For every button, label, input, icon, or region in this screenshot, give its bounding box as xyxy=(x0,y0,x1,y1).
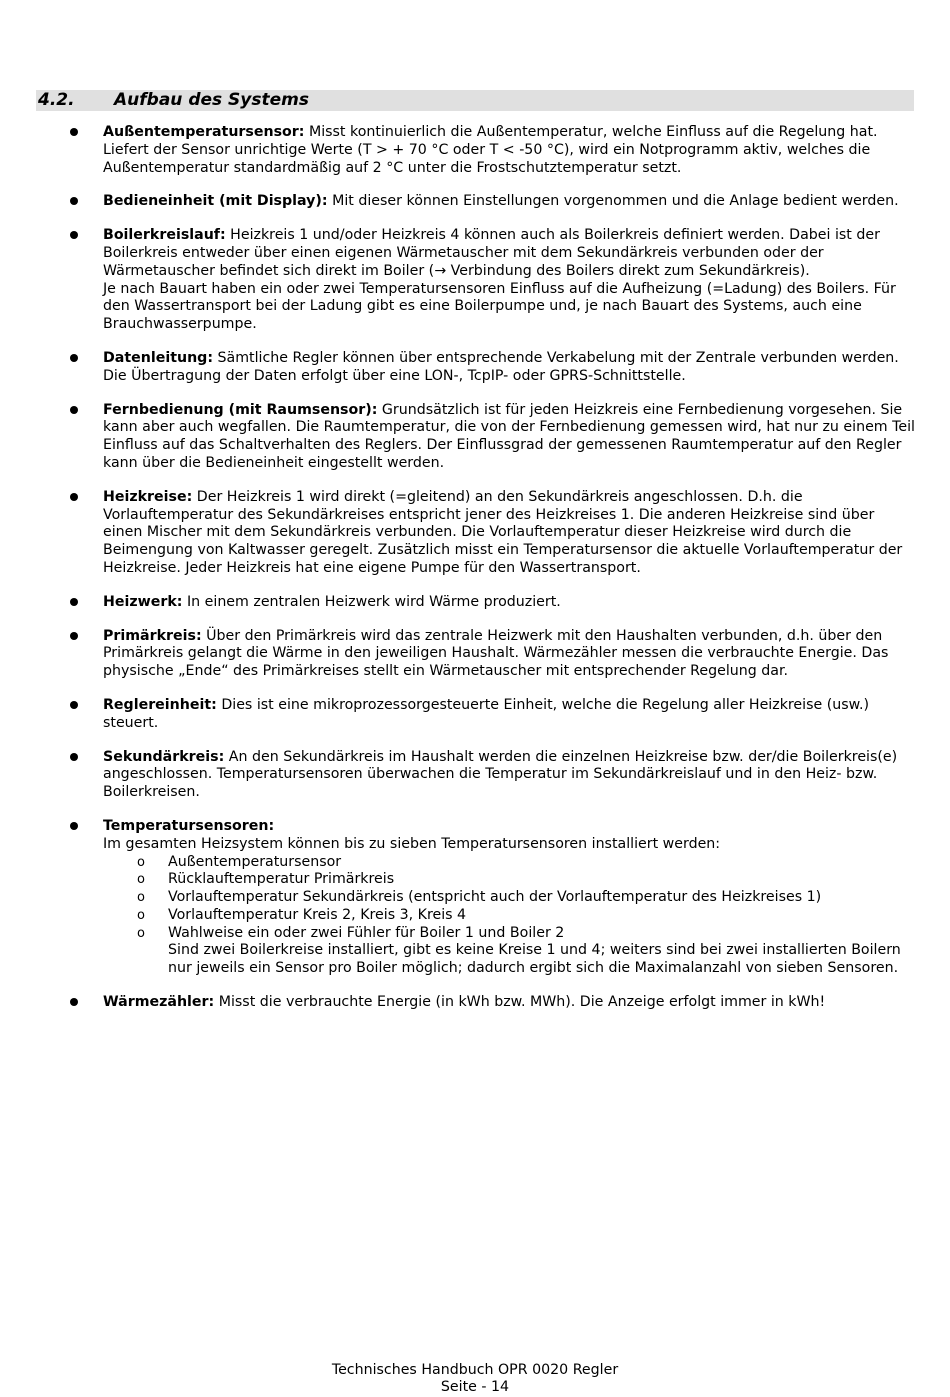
circle-bullet-icon: o xyxy=(137,925,145,941)
item-text xyxy=(103,697,915,733)
section-title: Aufbau des Systems xyxy=(114,90,309,110)
sublist-item-text: Rücklauftemperatur Primärkreis xyxy=(168,871,395,888)
bullet-icon xyxy=(70,598,78,606)
sublist-item-text: Vorlauftemperatur Sekundärkreis (entspricht auch der Vorlauftemperatur des Heizkreises 1) xyxy=(168,889,822,906)
item-description: Heizkreis 1 und/oder Heizkreis 4 können auch als Boilerkreis definiert werden. Dabei ist der Boilerkreis entweder über einen eigenen Wärmetauscher mit dem Sekundärkreis verbunden oder der Wärmetauscher befindet sich direkt im Boiler (→ Verbindung des Boilers direkt zum Sekundärkreis). xyxy=(103,227,880,279)
item-text xyxy=(103,994,915,1012)
sublist-item-text: Vorlauftemperatur Kreis 2, Kreis 3, Kreis 4 xyxy=(168,906,467,923)
list-item xyxy=(0,628,950,681)
bullet-icon xyxy=(70,998,78,1006)
page-footer xyxy=(0,1362,950,1396)
item-text xyxy=(103,594,915,612)
list-item xyxy=(0,749,950,802)
bullet-icon xyxy=(70,493,78,501)
item-description: Grundsätzlich ist für jeden Heizkreis eine Fernbedienung vorgesehen. Sie kann aber auch wegfallen. Die Raumtemperatur, die von der Fernbedienung gemessen wird, hat nur zu einem Teil Einfluss auf das Schaltverhalten des Reglers. Der Einflussgrad der gemessenen Raumtemperatur auf den Regler kann über die Bedieneinheit eingestellt werden. xyxy=(103,401,916,471)
item-description: Dies ist eine mikroprozessorgesteuerte Einheit, welche die Regelung aller Heizkreise (usw.) steuert. xyxy=(103,696,869,731)
item-text xyxy=(103,818,915,978)
item-term: Außentemperatursensor: xyxy=(103,124,305,140)
bullet-icon xyxy=(70,822,78,830)
item-text xyxy=(103,749,915,802)
sublist-item xyxy=(103,925,915,978)
bullet-icon xyxy=(70,632,78,640)
item-term: Temperatursensoren: xyxy=(103,817,275,834)
list-item xyxy=(0,227,950,334)
sublist-item xyxy=(103,854,915,872)
list-item xyxy=(0,350,950,386)
item-text xyxy=(103,193,915,211)
circle-bullet-icon: o xyxy=(137,907,145,923)
item-text xyxy=(103,402,915,473)
sublist-item-text: Wahlweise ein oder zwei Fühler für Boiler 1 und Boiler 2 xyxy=(168,924,565,941)
item-description: Im gesamten Heizsystem können bis zu sieben Temperatursensoren installiert werden: xyxy=(103,835,721,852)
definition-list xyxy=(0,124,950,1028)
sublist-item xyxy=(103,907,915,925)
item-text xyxy=(103,489,915,578)
bullet-icon xyxy=(70,406,78,414)
sublist-note: Sind zwei Boilerkreise installiert, gibt es keine Kreise 1 und 4; weiters sind bei zwei installierten Boilern nur jeweils ein Sensor pro Boiler möglich; dadurch ergibt sich die Maximalanzahl von sieben Sensoren. xyxy=(168,942,901,977)
item-description: An den Sekundärkreis im Haushalt werden die einzelnen Heizkreise bzw. der/die Boilerkreis(e) angeschlossen. Temperatursensoren überwachen die Temperatur im Sekundärkreislauf und in den Heiz- bzw. Boilerkreisen. xyxy=(103,748,898,801)
footer-page-number: Seite - 14 xyxy=(440,1379,510,1395)
item-text xyxy=(103,227,915,334)
item-description: In einem zentralen Heizwerk wird Wärme produziert. xyxy=(182,593,561,610)
circle-bullet-icon: o xyxy=(137,890,145,906)
circle-bullet-icon: o xyxy=(137,854,145,870)
sublist-item xyxy=(103,889,915,907)
list-item xyxy=(0,402,950,473)
footer-manual-title: Technisches Handbuch OPR 0020 Regler xyxy=(331,1362,619,1378)
item-description: Der Heizkreis 1 wird direkt (=gleitend) an den Sekundärkreis angeschlossen. D.h. die Vorlauftemperatur des Sekundärkreises entspricht jener des Heizkreises 1. Die anderen Heizkreise sind über einen Mischer mit dem Sekundärkreis verbunden. Die Vorlauftemperatur dieser Heizkreise wird durch die Beimengung von Kaltwasser geregelt. Zusätzlich misst ein Temperatursensor die aktuelle Vorlauftemperatur der Heizkreise. Jeder Heizkreis hat eine eigene Pumpe für den Wassertransport. xyxy=(103,488,903,576)
section-number: 4.2. xyxy=(38,90,75,110)
bullet-icon xyxy=(70,128,78,136)
bullet-icon xyxy=(70,231,78,239)
item-term: Heizkreise: xyxy=(103,488,193,505)
item-description-continued: Je nach Bauart haben ein oder zwei Temperatursensoren Einfluss auf die Aufheizung (=Ladung) des Boilers. Für den Wassertransport bei der Ladung gibt es eine Boilerpumpe und, je nach Bauart des Systems, auch eine Brauchwasserpumpe. xyxy=(103,280,896,333)
list-item xyxy=(0,124,950,177)
item-term: Datenleitung: xyxy=(103,349,214,366)
bullet-icon xyxy=(70,753,78,761)
list-item xyxy=(0,994,950,1012)
item-text xyxy=(103,124,915,177)
bullet-icon xyxy=(70,197,78,205)
item-text xyxy=(103,350,915,386)
bullet-icon xyxy=(70,701,78,709)
item-term: Bedieneinheit (mit Display): xyxy=(103,193,328,210)
item-term: Wärmezähler: xyxy=(103,994,215,1011)
item-term: Reglereinheit: xyxy=(103,696,217,713)
sensor-sublist xyxy=(103,854,915,979)
item-description: Misst kontinuierlich die Außentemperatur, welche Einfluss auf die Regelung hat. Liefert der Sensor unrichtige Werte (T > + 70 °C oder T < -50 °C), wird ein Notprogramm aktiv, welches die Außentemperatur standardmäßig auf 2 °C unter die Frostschutztemperatur setzt. xyxy=(103,124,878,176)
item-term: Boilerkreislauf: xyxy=(103,227,226,244)
list-item xyxy=(0,594,950,612)
item-description: Sämtliche Regler können über entsprechende Verkabelung mit der Zentrale verbunden werden. Die Übertragung der Daten erfolgt über eine LON-, TcpIP- oder GPRS-Schnittstelle. xyxy=(103,349,899,384)
item-term: Fernbedienung (mit Raumsensor): xyxy=(103,401,378,418)
item-term: Sekundärkreis: xyxy=(103,748,225,765)
circle-bullet-icon: o xyxy=(137,872,145,888)
item-description: Über den Primärkreis wird das zentrale Heizwerk mit den Haushalten verbunden, d.h. über den Primärkreis gelangt die Wärme in den jeweiligen Haushalt. Wärmezähler messen die verbrauchte Energie. Das physische „Ende“ des Primärkreises stellt ein Wärmetauscher mit entsprechender Regelung dar. xyxy=(103,627,889,680)
list-item xyxy=(0,697,950,733)
item-term: Heizwerk: xyxy=(103,593,183,610)
bullet-icon xyxy=(70,354,78,362)
sublist-item-text: Außentemperatursensor xyxy=(168,853,342,870)
list-item xyxy=(0,489,950,578)
section-heading xyxy=(36,90,914,111)
item-description: Misst die verbrauchte Energie (in kWh bzw. MWh). Die Anzeige erfolgt immer in kWh! xyxy=(214,994,826,1011)
list-item xyxy=(0,818,950,978)
item-term: Primärkreis: xyxy=(103,627,202,644)
item-text xyxy=(103,628,915,681)
item-description: Mit dieser können Einstellungen vorgenommen und die Anlage bedient werden. xyxy=(327,193,899,210)
sublist-item xyxy=(103,871,915,889)
list-item xyxy=(0,193,950,211)
